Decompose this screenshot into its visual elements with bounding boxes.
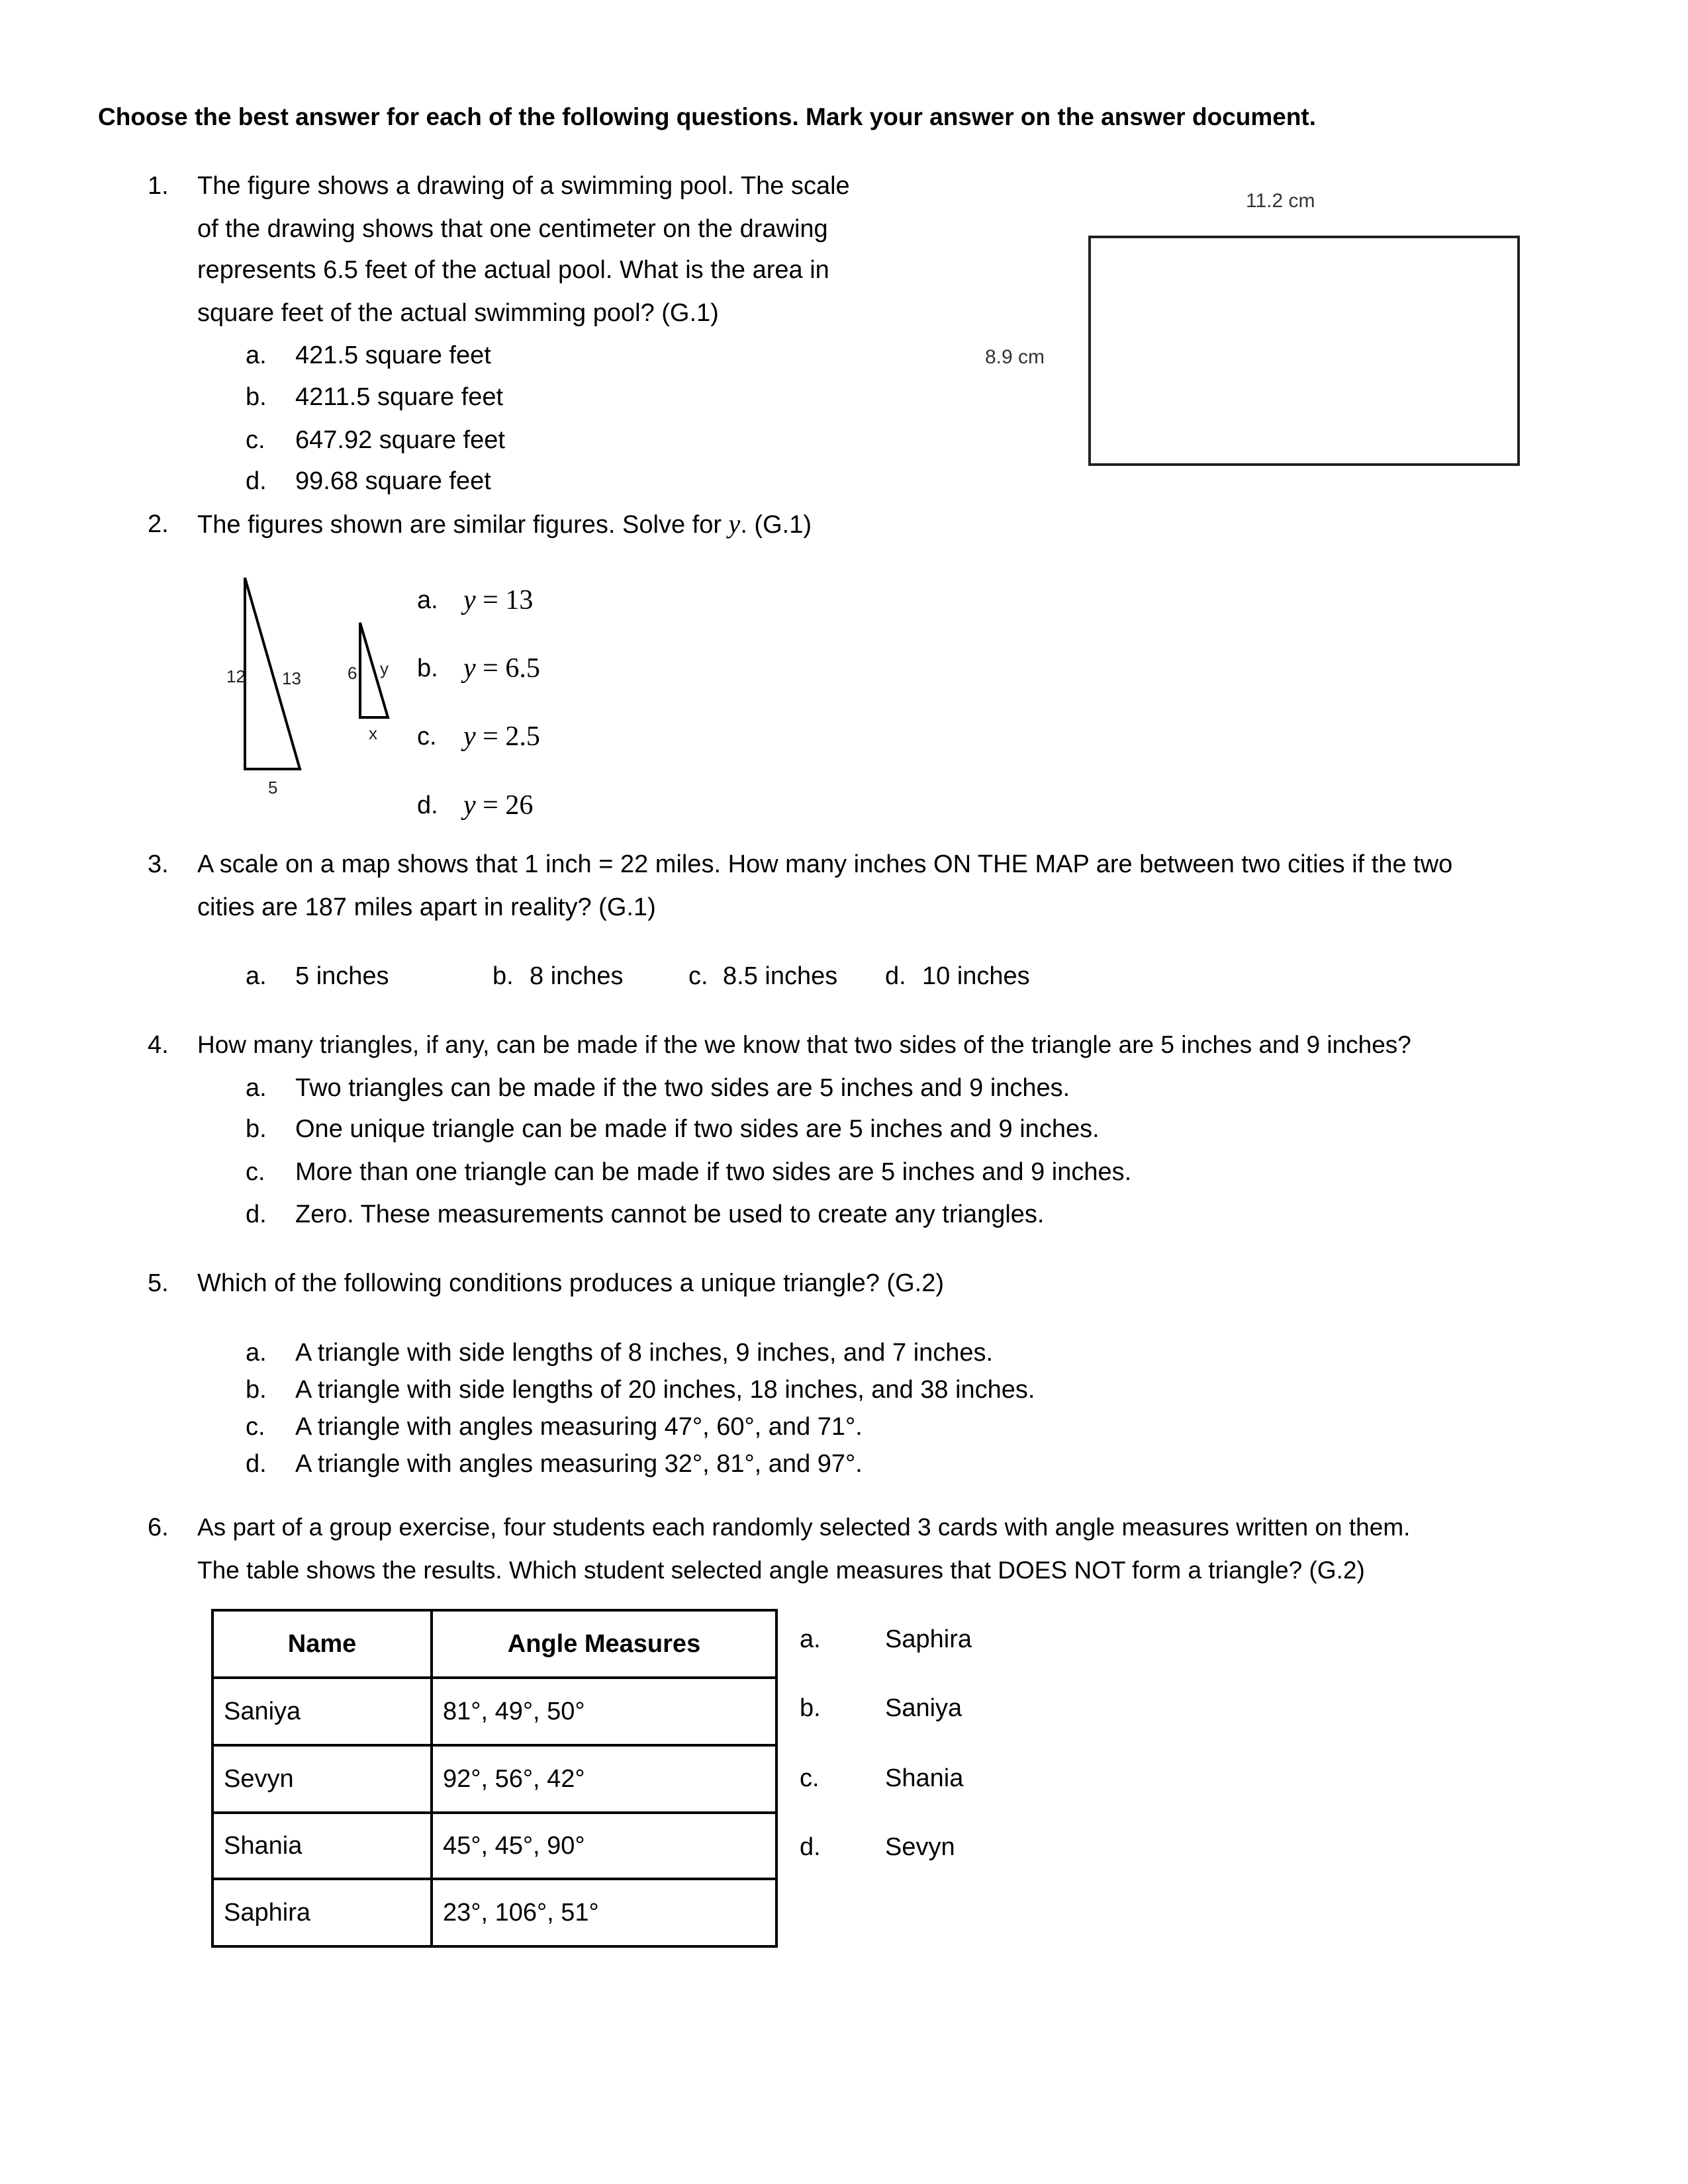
side-label: 12: [226, 666, 246, 686]
question-number: 4.: [148, 1031, 169, 1059]
column-header: Name: [212, 1610, 432, 1678]
equation-value: = 26: [475, 790, 534, 821]
option-letter: a.: [417, 586, 438, 614]
pool-height-label: 8.9 cm: [985, 346, 1045, 368]
table-cell: Shania: [212, 1813, 432, 1879]
option-text: Sevyn: [885, 1833, 955, 1861]
equation-value: = 6.5: [475, 653, 540, 684]
option-text: 8.5 inches: [723, 962, 838, 990]
option-text: A triangle with side lengths of 8 inches, 9 inches, and 7 inches.: [295, 1339, 994, 1367]
option-equation: [463, 584, 533, 617]
pool-width-label: 11.2 cm: [1246, 190, 1315, 212]
option-letter: a.: [246, 1074, 267, 1102]
option-letter: c.: [246, 426, 265, 454]
variable: y: [463, 585, 476, 615]
option-letter: b.: [246, 1115, 267, 1143]
option-letter: d.: [246, 1450, 267, 1478]
question-number: 1.: [148, 172, 169, 200]
option-text: 10 inches: [922, 962, 1030, 990]
option-text: 421.5 square feet: [295, 341, 491, 369]
option-text: Zero. These measurements cannot be used to create any triangles.: [295, 1201, 1045, 1228]
option-equation: [463, 789, 533, 822]
option-letter: c.: [246, 1413, 265, 1441]
table-row: [212, 1678, 776, 1745]
side-label: y: [380, 659, 389, 678]
option-letter: d.: [885, 962, 906, 990]
option-letter: a.: [246, 1339, 267, 1367]
question-number: 5.: [148, 1269, 169, 1297]
option-text: One unique triangle can be made if two sides are 5 inches and 9 inches.: [295, 1115, 1100, 1143]
side-label: 6: [348, 663, 357, 683]
option-letter: c.: [800, 1764, 820, 1792]
question-number: 3.: [148, 850, 169, 878]
table-cell: Sevyn: [212, 1745, 432, 1813]
question-text: How many triangles, if any, can be made if the we know that two sides of the triangle are 5 inches and 9 inches?: [197, 1031, 1411, 1058]
column-header: Angle Measures: [432, 1610, 776, 1678]
side-label: 5: [268, 778, 278, 797]
variable: y: [728, 509, 741, 539]
variable: y: [463, 721, 476, 752]
option-letter: c.: [688, 962, 708, 990]
option-equation: [463, 652, 540, 685]
table-cell: Saniya: [212, 1678, 432, 1745]
question-text: As part of a group exercise, four students each randomly selected 3 cards with angle measures written on them.: [197, 1514, 1411, 1541]
question-text: cities are 187 miles apart in reality? (G.1): [197, 893, 656, 921]
angle-measures-table: [211, 1609, 778, 1948]
option-letter: b.: [800, 1694, 821, 1722]
option-letter: c.: [417, 723, 437, 751]
table-row: [212, 1879, 776, 1946]
equation-value: = 2.5: [475, 721, 540, 752]
instructions: Choose the best answer for each of the following questions. Mark your answer on the answer document.: [98, 103, 1317, 130]
option-letter: a.: [246, 341, 267, 369]
option-letter: d.: [417, 792, 438, 819]
table-row: [212, 1745, 776, 1813]
question-text: of the drawing shows that one centimeter on the drawing: [197, 215, 828, 243]
variable: y: [463, 653, 476, 684]
option-text: Shania: [885, 1764, 964, 1792]
side-label: 13: [282, 668, 301, 688]
question-text-start: The figures shown are similar figures. Solve for: [197, 511, 729, 539]
option-text: 99.68 square feet: [295, 467, 491, 495]
option-text: 4211.5 square feet: [295, 383, 504, 411]
question-text: represents 6.5 feet of the actual pool. What is the area in: [197, 256, 829, 284]
option-letter: b.: [417, 655, 438, 682]
question-text: square feet of the actual swimming pool? (G.1): [197, 299, 719, 327]
option-equation: [463, 720, 540, 753]
question-text: The table shows the results. Which student selected angle measures that DOES NOT form a triangle? (G.2): [197, 1557, 1365, 1584]
option-text: Saphira: [885, 1625, 972, 1653]
option-text: 8 inches: [530, 962, 624, 990]
question-text: A scale on a map shows that 1 inch = 22 miles. How many inches ON THE MAP are between two cities if the two: [197, 850, 1453, 878]
table-cell: 23°, 106°, 51°: [432, 1879, 776, 1946]
option-letter: d.: [800, 1833, 821, 1861]
variable: y: [463, 790, 476, 821]
question-number: 6.: [148, 1514, 169, 1541]
option-text: More than one triangle can be made if two sides are 5 inches and 9 inches.: [295, 1158, 1132, 1186]
equation-value: = 13: [475, 585, 534, 615]
option-letter: b.: [246, 383, 267, 411]
question-number: 2.: [148, 510, 169, 538]
table-header-row: [212, 1610, 776, 1678]
side-label: x: [369, 723, 377, 743]
table-cell: 92°, 56°, 42°: [432, 1745, 776, 1813]
option-letter: a.: [246, 962, 267, 990]
table-row: [212, 1813, 776, 1879]
option-text: 5 inches: [295, 962, 389, 990]
option-text: A triangle with angles measuring 47°, 60°, and 71°.: [295, 1413, 863, 1441]
option-text: A triangle with angles measuring 32°, 81°, and 97°.: [295, 1450, 863, 1478]
option-letter: d.: [246, 467, 267, 495]
option-letter: b.: [492, 962, 514, 990]
question-text-end: . (G.1): [740, 511, 812, 539]
option-text: Saniya: [885, 1694, 962, 1722]
option-text: A triangle with side lengths of 20 inches, 18 inches, and 38 inches.: [295, 1376, 1035, 1404]
option-letter: b.: [246, 1376, 267, 1404]
option-letter: c.: [246, 1158, 265, 1186]
option-text: Two triangles can be made if the two sides are 5 inches and 9 inches.: [295, 1074, 1070, 1102]
option-text: 647.92 square feet: [295, 426, 505, 454]
question-text: The figure shows a drawing of a swimming pool. The scale: [197, 172, 850, 200]
table-cell: Saphira: [212, 1879, 432, 1946]
table-cell: 81°, 49°, 50°: [432, 1678, 776, 1745]
question-text: Which of the following conditions produces a unique triangle? (G.2): [197, 1269, 944, 1297]
option-letter: d.: [246, 1201, 267, 1228]
table-cell: 45°, 45°, 90°: [432, 1813, 776, 1879]
option-letter: a.: [800, 1625, 821, 1653]
